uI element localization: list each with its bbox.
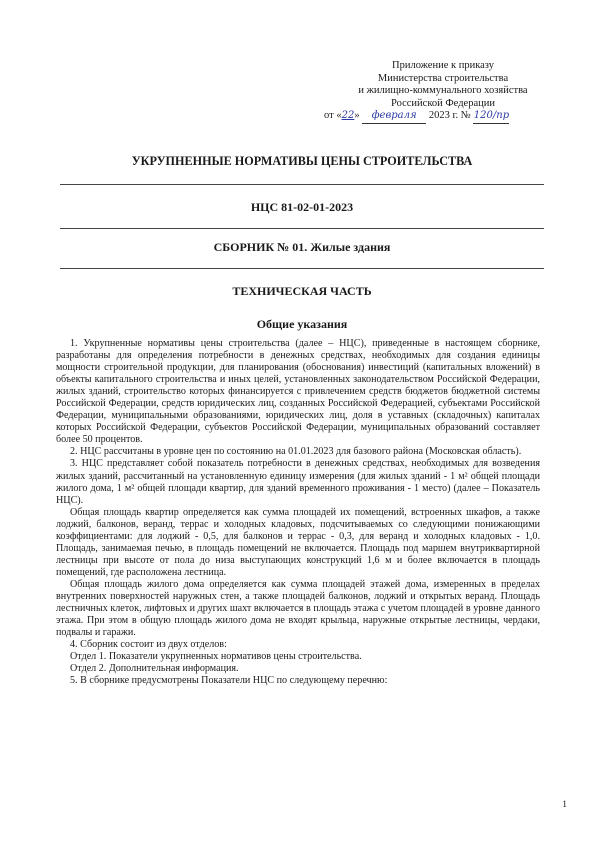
divider	[60, 184, 544, 185]
paragraph: 3. НЦС представляет собой показатель потребности в денежных средствах, необходимых для возведения жилых зданий, рассчитанный на установленную единицу измерения (для жилых зданий - 1 м² общей площади жилого дома, 1 м² общей площади квартир, для зданий временного проживания - 1 место) (далее – Показатель НЦС).	[56, 458, 540, 506]
approval-line: Приложение к приказу	[392, 60, 494, 71]
paragraph: 5. В сборнике предусмотрены Показатели НЦС по следующему перечню:	[70, 675, 388, 687]
date-day-handwritten: 22	[341, 110, 355, 122]
paragraph: Отдел 2. Дополнительная информация.	[70, 663, 239, 675]
paragraph: Общая площадь жилого дома определяется как сумма площадей этажей дома, измеренных в пределах внутренних поверхностей наружных стен, а также площадей балконов, лоджий и открытых веранд. Площадь лестничных клеток, лифтовых и других шахт включается в площадь этажа с учетом площадей в уровне данного этажа. При этом в общую площадь жилого дома не входят крыльца, наружные открытые лестницы, чердаки, подвалы и гаражи.	[56, 578, 540, 639]
approval-date-line	[318, 110, 568, 124]
paragraph: 2. НЦС рассчитаны в уровне цен по состоянию на 01.01.2023 для базового района (Московская область).	[70, 446, 522, 458]
divider	[60, 268, 544, 269]
approval-line: Министерства строительства	[377, 72, 509, 84]
date-year: 2023 г. №	[426, 110, 474, 122]
document-code: НЦС 81-02-01-2023	[250, 200, 354, 214]
paragraph: Отдел 1. Показатели укрупненных нормативов цены строительства.	[70, 651, 362, 663]
approval-line: и жилищно-коммунального хозяйства	[358, 85, 528, 97]
paragraph: Общая площадь квартир определяется как сумма площадей их помещений, встроенных шкафов, а также лоджий, балконов, веранд, террас и холодных кладовых, подсчитываемых со следующими понижающими коэффициентами: для лоджий - 0,5, для балконов и террас - 0,3, для веранд и холодных кладовых - 1,0. Площадь, занимаемая печью, в площадь помещений не включается. Площадь под маршем внутриквартирной лестницы при высоте от пола до низа выступающих конструкций 1,6 м и более включается в площадь помещений, где расположена лестница.	[56, 506, 540, 578]
section-title: ТЕХНИЧЕСКАЯ ЧАСТЬ	[232, 284, 372, 298]
approval-block	[318, 60, 568, 124]
document-title: УКРУПНЕННЫЕ НОРМАТИВЫ ЦЕНЫ СТРОИТЕЛЬСТВА	[131, 154, 473, 168]
date-prefix: от «	[324, 110, 342, 122]
subsection-title: Общие указания	[256, 317, 348, 331]
approval-line: Российской Федерации	[391, 97, 495, 109]
paragraph: 1. Укрупненные нормативы цены строительства (далее – НЦС), приведенные в настоящем сборнике, разработаны для определения потребности в денежных средствах, необходимых для создания единицы мощности строительной продукции, для планирования (обоснования) инвестиций (капитальных вложений) в объекты капитального строительства и иных целей, установленных законодательством Российской Федерации, жилых зданий, строительство которых финансируется с привлечением средств бюджетов бюджетной системы Российской Федерации, средств юридических лиц, созданных Российской Федерацией, субъектами Российской Федерации, муниципальными образованиями, юридических лиц, доля в уставных (складочных) капиталах которых Российской Федерации, субъектов Российской Федерации, муниципальных образований составляет более 50 процентов.	[56, 338, 540, 446]
order-number-handwritten: 120/пр	[473, 110, 509, 124]
paragraph: 4. Сборник состоит из двух отделов:	[70, 639, 227, 651]
divider	[60, 228, 544, 229]
date-mid: »	[354, 110, 363, 122]
date-month-handwritten: февраля	[362, 110, 426, 124]
body-text	[56, 338, 540, 687]
page-number: 1	[562, 800, 567, 810]
collection-title: СБОРНИК № 01. Жилые здания	[213, 240, 391, 254]
